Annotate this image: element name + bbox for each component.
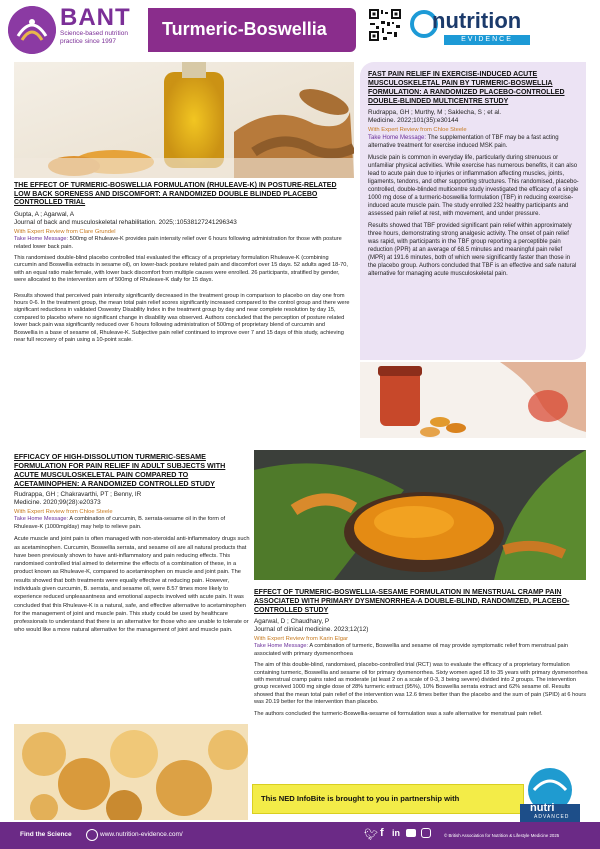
website-link[interactable]: www.nutrition-evidence.com/ <box>100 831 183 838</box>
nutri-logo-name: nutri <box>530 802 555 814</box>
qr-code-icon[interactable] <box>368 8 402 42</box>
globe-icon <box>86 829 98 841</box>
thm-label: Take Home Message: <box>368 135 427 142</box>
bant-tagline: Science-based nutrition <box>60 30 128 37</box>
thm-text: 500mg of Rhuleave-K provides pain intensity relief over 6 hours following administration for those with posture related lower back pain. <box>14 236 342 250</box>
bant-logo-icon <box>8 6 56 54</box>
article-body: Muscle pain is common in everyday life, particularly during strenuous or unfamiliar physical activities. While exercise has numerous benefits, it can also lead to acute pain due to injuries or inflammation affecting muscles, joints, ligaments, tendons, and other supporting structures. This randomised, placebo-controlled, double-blinded multicentre study investigated the efficacy of a single 1000 mg dose of a turmeric-boswellia formulation (TBF) in reducing exercise-induced acute muscle pain. The study enrolled 232 healthy participants and assessed pain relief at rest, with movement, and under pressure. <box>368 155 579 218</box>
article-journal: Medicine. 2022;101(35):e30144 <box>368 117 459 124</box>
youtube-icon[interactable] <box>406 829 416 837</box>
thm-text: A combination of curcumin, B. serrata-sesame oil in the form of Rhuleave-K (1000mg/day) may help to relieve pain. <box>14 516 226 530</box>
article-title[interactable]: EFFECT OF TURMERIC-BOSWELLIA-SESAME FORMULATION IN MENSTRUAL CRAMP PAIN ASSOCIATED WITH PRIMARY DYSMENORRHEA-A DOUBLE-BLIND, RANDOMIZED, PLACEBO-CONTROLLED STUDY <box>254 589 570 614</box>
expert-review: With Expert Review from Karin Elgar <box>254 636 349 642</box>
article-body: Results showed that perceived pain intensity significantly decreased in the treatment group in comparison to placebo on day one from hours 0-6. In the treatment group, the mean total pain relief scores significantly increased compared to the control group and there were significant reductions in validated Oswestry Disability Index in the treatment group by day and near complete resolution by day 15, compared to placebo where no significant change in disability was observed. Authors concluded that the perception of posture related lower back pain was significantly reduced over 6 hours following administration of 500mg of proprietary blend of curcumin and Boswellia in a base of sesame oil, Rhuleave-K. Subjective pain relief continued to improve over 7 and 15 days of this study, achieving near full recovery of pain using a 10-point scale. <box>14 292 350 344</box>
nutri-logo-sub: ADVANCED <box>534 814 570 820</box>
thm-text: The supplementation of TBF may be a fast acting alternative treatment for exercise induced MSK pain. <box>368 135 559 150</box>
copyright: © British Association for Nutrition & Lifestyle Medicine 2025 <box>444 833 560 838</box>
article-title[interactable]: EFFICACY OF HIGH-DISSOLUTION TURMERIC-SESAME FORMULATION FOR PAIN RELIEF IN ADULT SUBJECTS WITH ACUTE MUSCULOSKELETAL PAIN COMPARED TO ACETAMINOPHEN: A RANDOMIZED CONTROLLED STUDY <box>14 452 226 488</box>
ne-name: nutrition <box>432 8 522 33</box>
partner-text: This NED InfoBite is brought to you in partnership with <box>261 794 460 803</box>
nutrition-evidence-logo <box>410 8 560 52</box>
nutri-advanced-logo[interactable] <box>520 768 580 822</box>
linkedin-icon[interactable]: in <box>392 828 400 838</box>
bant-name: BANT <box>60 4 131 31</box>
header <box>0 0 600 62</box>
article-body: Results showed that TBF provided significant pain relief within approximately three hours, demonstrating strong analgesic activity. The onset of pain relief was rapid, with participants in the TBF group reporting a perceptible pain reduction (PPR) at an average of 68.5 minutes and meaningful pain relief (MPR) at 191.6 minutes, both of which were significantly faster than those in the placebo group. Authors concluded that TBF is an effective and safe natural alternative for managing acute musculoskeletal pain. <box>368 223 577 278</box>
article-2 <box>368 70 580 282</box>
partner-banner <box>252 784 524 814</box>
article-authors: Gupta, A ; Agarwal, A <box>14 210 75 218</box>
take-home-message <box>14 516 250 531</box>
article-1 <box>14 182 350 348</box>
article-body: Acute muscle and joint pain is often managed with non-steroidal anti-inflammatory drugs such as acetaminophen. Curcumin, Boswellia serrata, and sesame oil are all natural products that have been previously shown to have anti-inflammatory and pain reducing effects. This randomised controlled trial aimed to determine the effects of a combination of these, in a product known as Rhuleave-K, compared to acetaminophen on muscle and joint pain. The results showed that both treatments were equally effective at reducing pain. However, individuals given curcumin, B. serrata, and sesame oil, were 8.57 times more likely to experience reduced unpleasantness and emotional aspects involved with acute pain. It was concluded that this Rhuleave-K is a natural, safe, and effective alternative to acetaminophen for the management of joint and muscle pain. This study could be used by healthcare professionals to understand that there is an alternative for those who are unable to tolerate or who would like a more natural alternative for the management of joint and muscle pain. <box>14 536 250 634</box>
instagram-icon[interactable] <box>421 828 431 838</box>
frankincense-image <box>14 724 248 820</box>
find-science-label: Find the Science <box>20 831 72 838</box>
turmeric-oil-image <box>14 62 354 178</box>
thm-label: Take Home Message: <box>14 236 69 243</box>
ne-sub: EVIDENCE <box>444 35 530 45</box>
article-title[interactable]: THE EFFECT OF TURMERIC-BOSWELLIA FORMULATION (RHULEAVE-K) IN POSTURE-RELATED LOW BACK SORENESS AND DISCOMFORT: A RANDOMIZED DOUBLE BLINDED PLACEBO CONTROLLED TRIAL <box>14 182 337 207</box>
page-title-bar <box>148 8 356 52</box>
article-title[interactable]: FAST PAIN RELIEF IN EXERCISE-INDUCED ACUTE MUSCULOSKELETAL PAIN BY TURMERIC-BOSWELLIA FORMULATION: A RANDOMIZED PLACEBO-CONTROLLED DOUBLE-BLINDED MULTICENTRE STUDY <box>368 71 565 105</box>
article-4 <box>254 588 588 722</box>
page-title: Turmeric-Boswellia <box>162 19 327 39</box>
article-3 <box>14 452 250 639</box>
turmeric-powder-image <box>254 450 586 580</box>
take-home-message <box>254 643 588 658</box>
article-body: The aim of this double-blind, randomised, placebo-controlled trial (RCT) was to evaluate the efficacy of a proprietary formulation containing turmeric, Boswellia and sesame oil for primary dysmenorrhea. Sixty women aged 18 to 35 years with primary dysmenorrhea with menstrual cramp pains rated as moderate (at least 2 on a scale of 0-3, 3 being severe) divided into 2 groups. The intervention group received 1000 mg single dose of 28% turmeric extract (95%), 10% Boswellia serrata extract and 62% sesame oil. Results showed that the mean total pain relief of the intervention was 12.6 times better than the placebo and the sum of pain (SPID) at 6 hours was 20.19 better for the intervention than placebo. <box>254 662 588 706</box>
thm-label: Take Home Message: <box>254 643 309 650</box>
thm-text: A combination of turmeric, Boswellia and sesame oil may provide symptomatic relief from menstrual pain associated with primary dysmenorrhoea <box>254 643 569 657</box>
take-home-message <box>368 134 580 150</box>
article-journal: Journal of clinical medicine. 2023;12(12) <box>254 626 369 633</box>
twitter-icon[interactable]: 🐦︎ <box>364 829 378 841</box>
thm-label: Take Home Message: <box>14 516 69 523</box>
take-home-message <box>14 236 350 251</box>
article-journal: Journal of back and musculoskeletal rehabilitation. 2025;:10538127241296343 <box>14 218 237 226</box>
bant-brand <box>60 6 131 46</box>
article-authors: Agarwal, D ; Chaudhary, P <box>254 618 330 625</box>
footer <box>0 822 600 849</box>
article-journal: Medicine. 2020;99(28):e20373 <box>14 499 101 506</box>
article-body: The authors concluded the turmeric-Boswellia-sesame oil formulation was a safe alternative for menstrual pain relief. <box>254 710 543 717</box>
article-authors: Rudrappa, GH ; Murthy, M ; Saklecha, S ; et al. <box>368 109 502 116</box>
expert-review: With Expert Review from Chloe Steele <box>14 509 113 515</box>
expert-review: With Expert Review from Chloe Steele <box>368 127 467 133</box>
expert-review: With Expert Review from Clare Grundel <box>14 228 116 235</box>
facebook-icon[interactable]: f <box>380 827 384 839</box>
bant-tagline: practice since 1997 <box>60 38 117 45</box>
article-authors: Rudrappa, GH ; Chakravarthi, PT ; Benny, IR <box>14 491 142 498</box>
pills-knee-image <box>360 362 586 438</box>
article-body: This randomised double-blind placebo controlled trial evaluated the efficacy of a proprietary formulation Rhuleave-K (combining curcumin and Boswellia extracts in sesame oil), on lower-back posture related pain and discomfort over 15 days. 52 adults aged 18-70, with an equal ratio male:female, with lower back discomfort from multiple causes were enrolled. 26 participants, stratified by gender, were allocated to the intervention arm of 500mg of Rhuleave-K daily for 15 days. <box>14 255 348 284</box>
